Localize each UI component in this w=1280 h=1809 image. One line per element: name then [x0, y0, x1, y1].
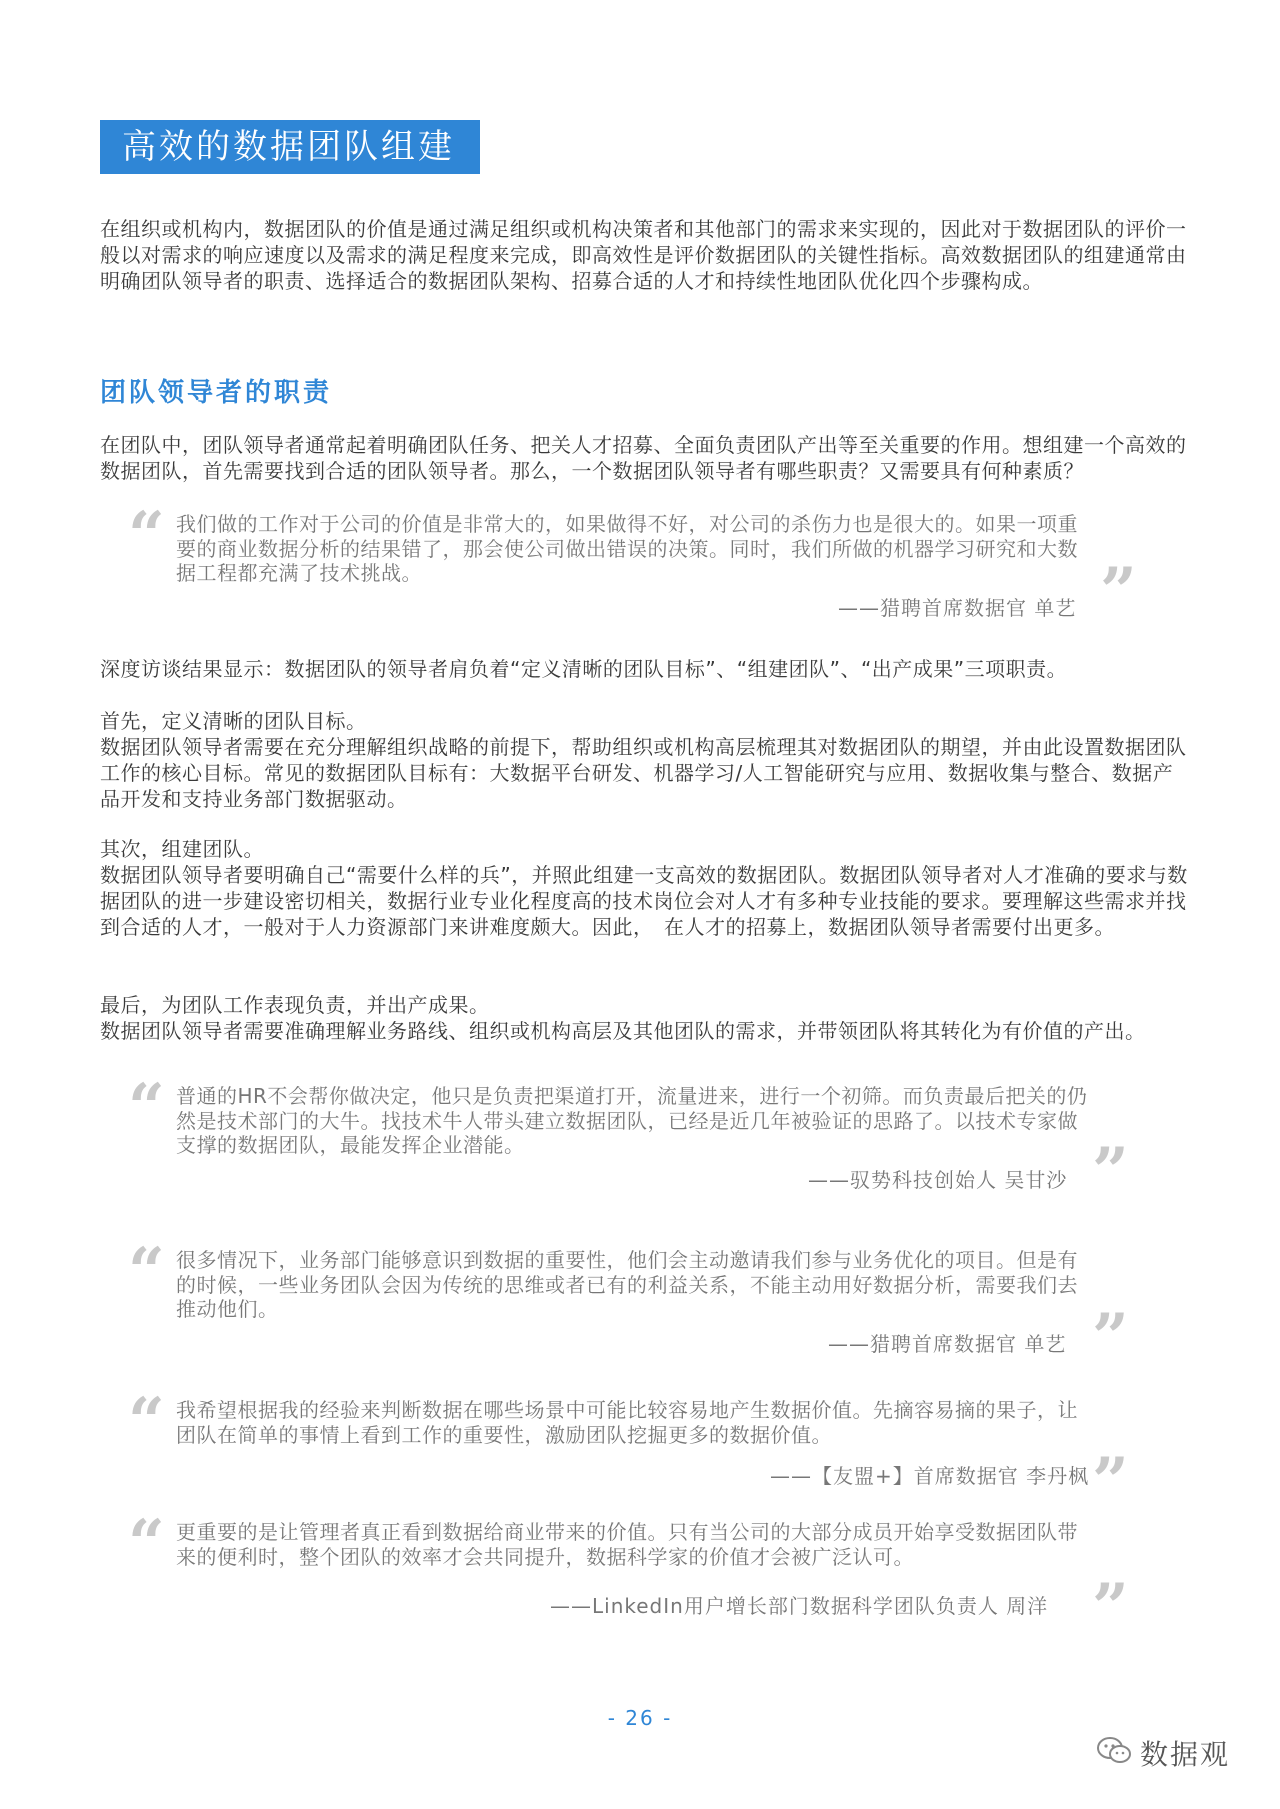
quote-text: 很多情况下，业务部门能够意识到数据的重要性，他们会主动邀请我们参与业务优化的项目。但是有的时候，一些业务团队会因为传统的思维或者已有的利益关系，不能主动用好数据分析，需要我们去推动他们。 — [176, 1248, 1078, 1321]
duty2-heading: 其次，组建团队。 — [100, 837, 264, 861]
section-heading: 团队领导者的职责 — [100, 378, 333, 408]
brand-watermark — [1096, 1733, 1230, 1773]
duty1-heading: 首先，定义清晰的团队目标。 — [100, 709, 367, 733]
open-quote-icon: “ — [128, 498, 165, 573]
brand-label: 数据观 — [1140, 1738, 1231, 1771]
quote-attribution: ——猎聘首席数据官 单艺 — [828, 1332, 1067, 1356]
open-quote-icon: “ — [128, 1506, 165, 1581]
intro-paragraph: 在组织或机构内，数据团队的价值是通过满足组织或机构决策者和其他部门的需求来实现的，因此对于数据团队的评价一般以对需求的响应速度以及需求的满足程度来完成，即高效性是评价数据团队的关键性指标。高效数据团队的组建通常由明确团队领导者的职责、选择适合的数据团队架构、招募合适的人才和持续性地团队优化四个步骤构成。 — [100, 217, 1187, 293]
duty1-body: 数据团队领导者需要在充分理解组织战略的前提下，帮助组织或机构高层梳理其对数据团队的期望，并由此设置数据团队工作的核心目标。常见的数据团队目标有：大数据平台研发、机器学习/人工智能研究与应用、数据收集与整合、数据产品开发和支持业务部门数据驱动。 — [100, 735, 1187, 811]
quote-attribution: ——【友盟+】首席数据官 李丹枫 — [770, 1464, 1090, 1488]
section-intro-paragraph: 在团队中，团队领导者通常起着明确团队任务、把关人才招募、全面负责团队产出等至关重要的作用。想组建一个高效的数据团队，首先需要找到合适的团队领导者。那么，一个数据团队领导者有哪些职责？又需要具有何种素质？ — [100, 433, 1187, 483]
close-quote-icon: ” — [1092, 1444, 1129, 1519]
page-title: 高效的数据团队组建 — [100, 120, 480, 174]
duty3-heading: 最后，为团队工作表现负责，并出产成果。 — [100, 993, 490, 1017]
quote-text: 我们做的工作对于公司的价值是非常大的，如果做得不好，对公司的杀伤力也是很大的。如果一项重要的商业数据分析的结果错了，那会使公司做出错误的决策。同时，我们所做的机器学习研究和大数据工程都充满了技术挑战。 — [176, 512, 1078, 585]
quote-attribution: ——猎聘首席数据官 单艺 — [838, 596, 1077, 620]
close-quote-icon: ” — [1100, 554, 1137, 629]
page-number: - 26 - — [607, 1706, 673, 1730]
quote-text: 更重要的是让管理者真正看到数据给商业带来的价值。只有当公司的大部分成员开始享受数据团队带来的便利时，整个团队的效率才会共同提升，数据科学家的价值才会被广泛认可。 — [176, 1520, 1078, 1569]
quote-attribution: ——LinkedIn用户增长部门数据科学团队负责人 周洋 — [550, 1594, 1049, 1618]
close-quote-icon: ” — [1092, 1300, 1129, 1375]
open-quote-icon: “ — [128, 1234, 165, 1309]
duty3-body: 数据团队领导者需要准确理解业务路线、组织或机构高层及其他团队的需求，并带领团队将其转化为有价值的产出。 — [100, 1019, 1146, 1043]
duty2-body: 数据团队领导者要明确自己“需要什么样的兵”，并照此组建一支高效的数据团队。数据团队领导者对人才准确的要求与数据团队的进一步建设密切相关，数据行业专业化程度高的技术岗位会对人才有多种专业技能的要求。要理解这些需求并找到合适的人才，一般对于人力资源部门来讲难度颇大。因此， 在人才的招募上，数据团队领导者需要付出更多。 — [100, 863, 1188, 939]
wechat-icon — [1096, 1736, 1132, 1770]
quote-attribution: ——驭势科技创始人 吴甘沙 — [808, 1168, 1068, 1192]
close-quote-icon: ” — [1092, 1134, 1129, 1209]
quote-text: 普通的HR不会帮你做决定，他只是负责把渠道打开，流量进来，进行一个初筛。而负责最后把关的仍然是技术部门的大牛。找技术牛人带头建立数据团队，已经是近几年被验证的思路了。以技术专家做支撑的数据团队，最能发挥企业潜能。 — [176, 1084, 1088, 1157]
open-quote-icon: “ — [128, 1070, 165, 1145]
findings-paragraph: 深度访谈结果显示：数据团队的领导者肩负着“定义清晰的团队目标”、“组建团队”、“出产成果”三项职责。 — [100, 657, 1068, 681]
close-quote-icon: ” — [1092, 1570, 1129, 1645]
quote-text: 我希望根据我的经验来判断数据在哪些场景中可能比较容易地产生数据价值。先摘容易摘的果子，让团队在简单的事情上看到工作的重要性，激励团队挖掘更多的数据价值。 — [176, 1398, 1078, 1447]
open-quote-icon: “ — [128, 1384, 165, 1459]
